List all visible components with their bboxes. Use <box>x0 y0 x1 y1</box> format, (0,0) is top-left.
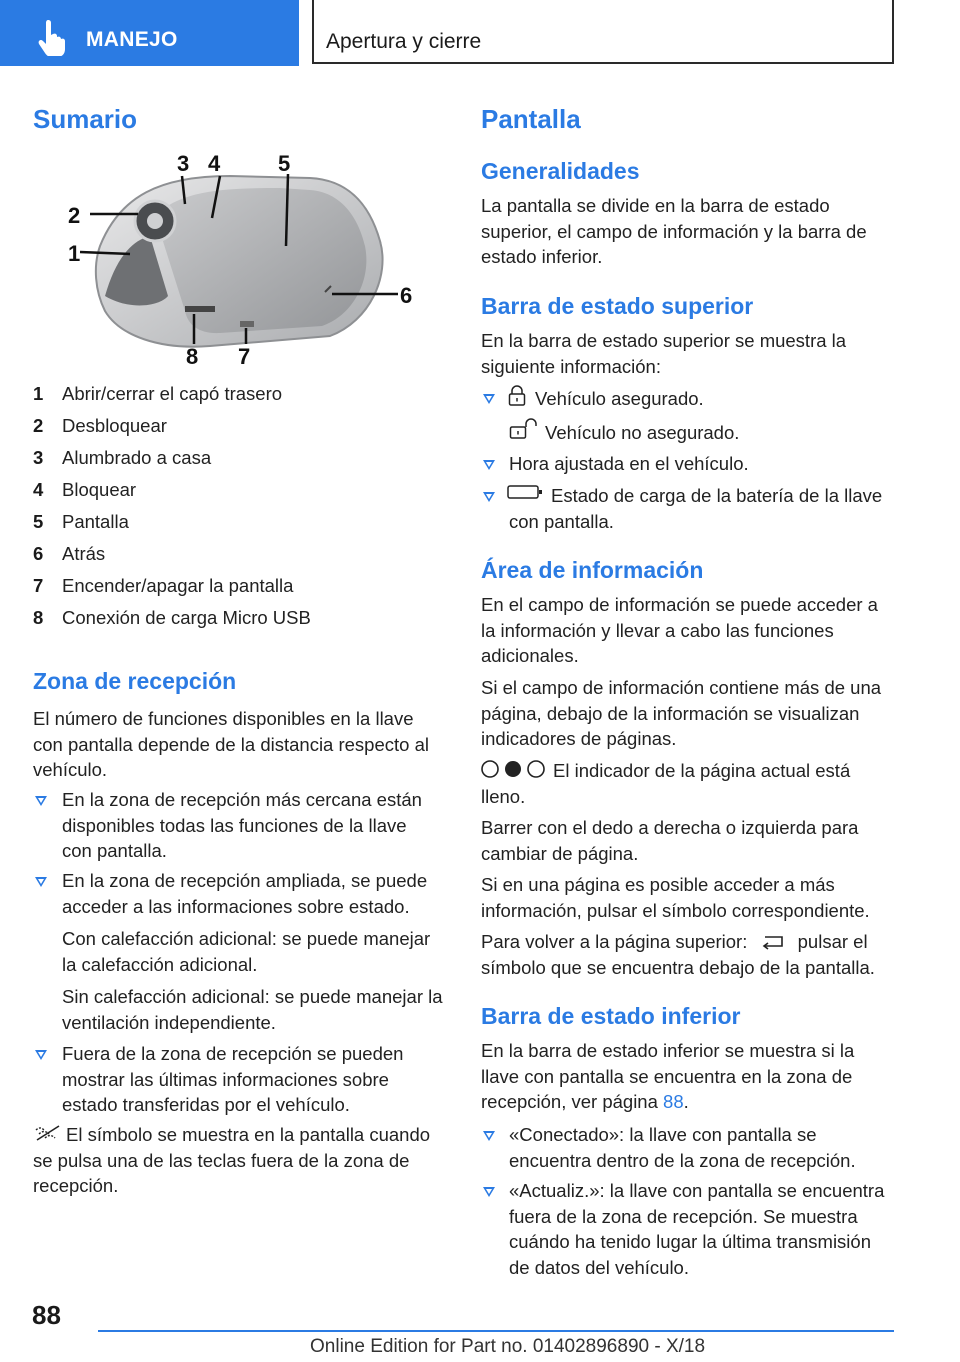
area-indicator-text: El indicador de la página actual está lleno. <box>481 760 851 807</box>
callout-1: 1 <box>68 241 81 266</box>
item-text: Conexión de carga Micro USB <box>62 607 311 628</box>
section-label: MANEJO <box>86 28 178 51</box>
barra-inferior-text <box>481 1038 896 1115</box>
hand-pointer-icon <box>34 16 74 56</box>
barra-superior-heading: Barra de estado superior <box>481 293 754 319</box>
bullet-vehiculo-no-asegurado: Vehículo no asegurado. <box>545 422 740 443</box>
barra-inferior-text-main: En la barra de estado inferior se muestra si la llave con pantalla se encuentra en la zona de recepción, ver página <box>481 1040 855 1112</box>
item-number: 6 <box>33 543 44 564</box>
symbol-note: El símbolo se muestra en la pantalla cuando se pulsa una de las teclas fuera de la zona de recepción. <box>33 1124 431 1196</box>
barra-superior-intro: En la barra de estado superior se muestra la siguiente información: <box>481 330 847 377</box>
item-text: Atrás <box>62 543 106 564</box>
bullet-hora: Hora ajustada en el vehículo. <box>509 453 749 474</box>
zona-heading: Zona de recepción <box>33 668 237 694</box>
item-text: Abrir/cerrar el capó trasero <box>62 383 283 404</box>
footer-edition: Online Edition for Part no. 01402896890 - X/18 <box>310 1336 706 1357</box>
item-number: 8 <box>33 607 44 628</box>
chapter-title: Apertura y cierre <box>326 30 482 53</box>
item-number: 5 <box>33 511 44 532</box>
callout-7: 7 <box>238 344 251 369</box>
area-p5-end: pulsar el símbolo que se encuentra debajo de la pantalla. <box>481 931 875 978</box>
area-informacion-heading: Área de información <box>481 557 704 583</box>
item-number: 3 <box>33 447 44 468</box>
item-text: Encender/apagar la pantalla <box>62 575 294 596</box>
barra-inferior-text-end: . <box>683 1091 689 1112</box>
item-number: 4 <box>33 479 44 500</box>
item-number: 7 <box>33 575 44 596</box>
zona-bullet-3: Fuera de la zona de recepción se pueden mostrar las últimas informaciones sobre estado transferidas por el vehículo. <box>62 1043 404 1115</box>
lock-open-icon <box>508 418 538 440</box>
item-text: Desbloquear <box>62 415 167 436</box>
callout-4: 4 <box>208 151 221 176</box>
area-p4: Si en una página es posible acceder a más información, pulsar el símbolo correspondiente. <box>481 874 870 921</box>
bullet-bateria: Estado de carga de la batería de la llave con pantalla. <box>509 485 883 532</box>
zona-bullet-2: En la zona de recepción ampliada, se puede acceder a las informaciones sobre estado. <box>62 870 428 917</box>
bullet-triangle-icon <box>483 394 495 404</box>
footer-rule <box>98 1330 894 1332</box>
callout-2: 2 <box>68 203 81 228</box>
page-number: 88 <box>32 1300 61 1330</box>
bullet-triangle-icon <box>483 1131 495 1141</box>
back-arrow-icon <box>759 934 787 950</box>
bullet-triangle-icon <box>35 1050 47 1060</box>
callout-5: 5 <box>278 151 291 176</box>
area-p3: Barrer con el dedo a derecha o izquierda para cambiar de página. <box>481 817 859 864</box>
area-p1: En el campo de información se puede acceder a la información y llevar a cabo las funciones adicionales. <box>481 594 878 666</box>
barra-inferior-heading: Barra de estado inferior <box>481 1003 741 1029</box>
area-p2: Si el campo de información contiene más de una página, debajo de la información se visualizan indicadores de páginas. <box>481 677 882 749</box>
zona-bullet-2-note-2: Sin calefacción adicional: se puede manejar la ventilación independiente. <box>62 986 443 1033</box>
pantalla-heading: Pantalla <box>481 104 581 134</box>
area-p5 <box>481 929 901 980</box>
page-link[interactable]: 88 <box>663 1091 684 1112</box>
item-number: 2 <box>33 415 44 436</box>
bullet-triangle-icon <box>483 1187 495 1197</box>
item-text: Pantalla <box>62 511 129 532</box>
generalidades-heading: Generalidades <box>481 158 640 184</box>
zona-bullet-1: En la zona de recepción más cercana están disponibles todas las funciones de la llave con pantalla. <box>62 789 422 861</box>
lock-closed-icon <box>506 385 528 407</box>
callout-8: 8 <box>186 344 199 369</box>
display-key-figure <box>60 146 440 371</box>
bullet-triangle-icon <box>483 460 495 470</box>
generalidades-text: La pantalla se divide en la barra de estado superior, el campo de información y la barra de estado inferior. <box>481 195 867 267</box>
item-text: Bloquear <box>62 479 137 500</box>
bullet-vehiculo-asegurado: Vehículo asegurado. <box>535 388 704 409</box>
zona-intro: El número de funciones disponibles en la llave con pantalla depende de la distancia respecto al vehículo. <box>33 708 429 780</box>
bullet-triangle-icon <box>35 877 47 887</box>
bullet-triangle-icon <box>35 796 47 806</box>
bullet-conectado: «Conectado»: la llave con pantalla se encuentra dentro de la zona de recepción. <box>509 1124 856 1171</box>
callout-6: 6 <box>400 283 413 308</box>
zona-bullet-2-note-1: Con calefacción adicional: se puede manejar la calefacción adicional. <box>62 928 431 975</box>
item-text: Alumbrado a casa <box>62 447 212 468</box>
callout-3: 3 <box>177 151 190 176</box>
item-number: 1 <box>33 383 44 404</box>
sumario-heading: Sumario <box>33 104 138 134</box>
bullet-triangle-icon <box>483 492 495 502</box>
bullet-actualiz: «Actualiz.»: la llave con pantalla se encuentra fuera de la zona de recepción. Se muestra cuándo ha tenido lugar la última transmisión de datos del vehículo. <box>509 1180 885 1278</box>
area-p5-start: Para volver a la página superior: <box>481 931 748 952</box>
